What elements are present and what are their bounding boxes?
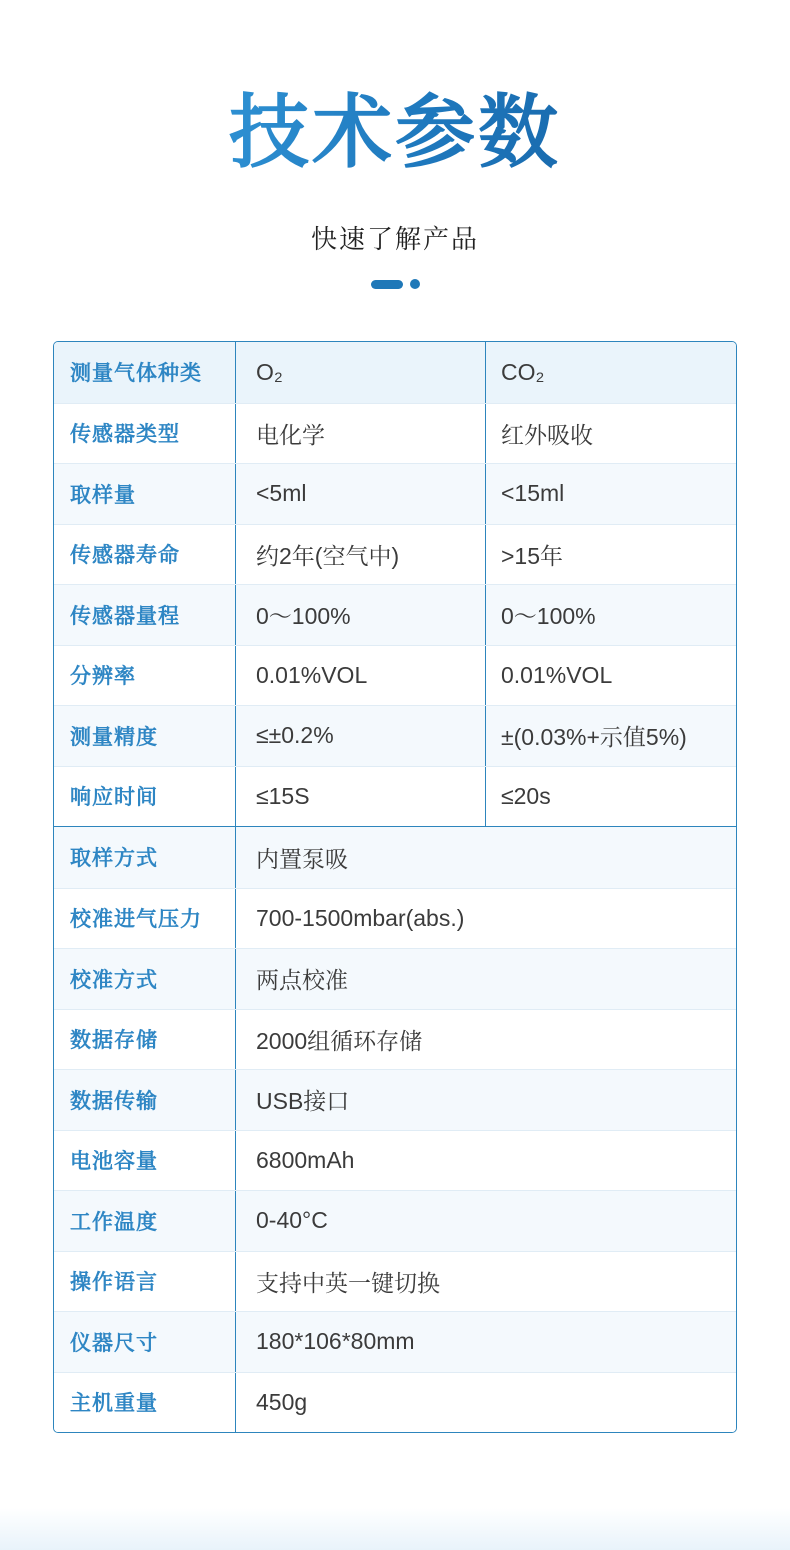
row-value-col1: ≤15S <box>236 767 486 827</box>
row-value-col2: ≤20s <box>501 782 551 809</box>
row-value: 支持中英一键切换 <box>256 1269 440 1296</box>
row-value-col2: 0～100% <box>501 603 596 630</box>
row-value: 0-40°C <box>256 1207 328 1234</box>
row-label: 校准进气压力 <box>54 889 236 949</box>
row-label: 取样量 <box>54 464 236 524</box>
table-row <box>54 1311 736 1372</box>
row-value: 450g <box>256 1388 308 1415</box>
table-row <box>54 705 736 766</box>
row-label: 操作语言 <box>54 1252 236 1312</box>
table-row <box>54 342 736 403</box>
spec-table-single-section <box>54 826 736 1432</box>
table-row <box>54 1069 736 1130</box>
row-label: 主机重量 <box>54 1373 236 1433</box>
row-label: 数据存储 <box>54 1010 236 1070</box>
table-row <box>54 584 736 645</box>
row-value-col2: ±(0.03%+示值5%) <box>501 724 687 751</box>
row-value: 180*106*80mm <box>256 1328 415 1355</box>
spec-table <box>53 341 737 1433</box>
row-value-col1: 电化学 <box>236 404 486 464</box>
row-value: 两点校准 <box>256 967 348 994</box>
row-value-col2: 红外吸收 <box>501 421 593 448</box>
table-row <box>54 766 736 827</box>
table-row <box>54 645 736 706</box>
decoration-dash-icon <box>371 280 403 289</box>
row-value-col1: 约2年(空气中) <box>236 525 486 585</box>
table-row <box>54 1130 736 1191</box>
row-label: 测量气体种类 <box>54 342 236 403</box>
row-label: 仪器尺寸 <box>54 1312 236 1372</box>
row-value-col1: 0.01%VOL <box>236 646 486 706</box>
spec-table-dual-section <box>54 342 736 826</box>
table-row <box>54 1009 736 1070</box>
page-subtitle: 快速了解产品 <box>310 224 479 254</box>
row-label: 工作温度 <box>54 1191 236 1251</box>
row-value-col2: 0.01%VOL <box>501 661 613 688</box>
row-value-col1: ≤±0.2% <box>236 706 486 766</box>
table-row <box>54 403 736 464</box>
row-value-col1: 0～100% <box>236 585 486 645</box>
table-row <box>54 1251 736 1312</box>
row-value: USB接口 <box>256 1088 350 1115</box>
table-row <box>54 1372 736 1433</box>
row-value-col2: <15ml <box>501 480 565 507</box>
bottom-gradient <box>0 1508 790 1550</box>
row-label: 校准方式 <box>54 949 236 1009</box>
row-label: 传感器量程 <box>54 585 236 645</box>
decoration-dot-icon <box>410 279 420 289</box>
table-row <box>54 827 736 888</box>
table-row <box>54 1190 736 1251</box>
table-row <box>54 948 736 1009</box>
row-label: 数据传输 <box>54 1070 236 1130</box>
title-decoration <box>0 279 790 289</box>
page-title: 技术参数 <box>0 0 790 180</box>
row-value: 2000组循环存储 <box>256 1027 423 1054</box>
row-label: 传感器类型 <box>54 404 236 464</box>
row-value-col1: <5ml <box>236 464 486 524</box>
row-label: 测量精度 <box>54 706 236 766</box>
row-value: 内置泵吸 <box>256 845 348 872</box>
row-value: 700-1500mbar(abs.) <box>256 904 465 931</box>
table-row <box>54 888 736 949</box>
row-label: 分辨率 <box>54 646 236 706</box>
row-value: 6800mAh <box>256 1146 355 1173</box>
table-row <box>54 463 736 524</box>
row-label: 响应时间 <box>54 767 236 827</box>
row-value-col1: O₂ <box>236 342 486 403</box>
row-label: 传感器寿命 <box>54 525 236 585</box>
row-label: 取样方式 <box>54 827 236 888</box>
table-row <box>54 524 736 585</box>
row-label: 电池容量 <box>54 1131 236 1191</box>
row-value-col2: CO₂ <box>501 358 545 385</box>
row-value-col2: >15年 <box>501 542 564 569</box>
